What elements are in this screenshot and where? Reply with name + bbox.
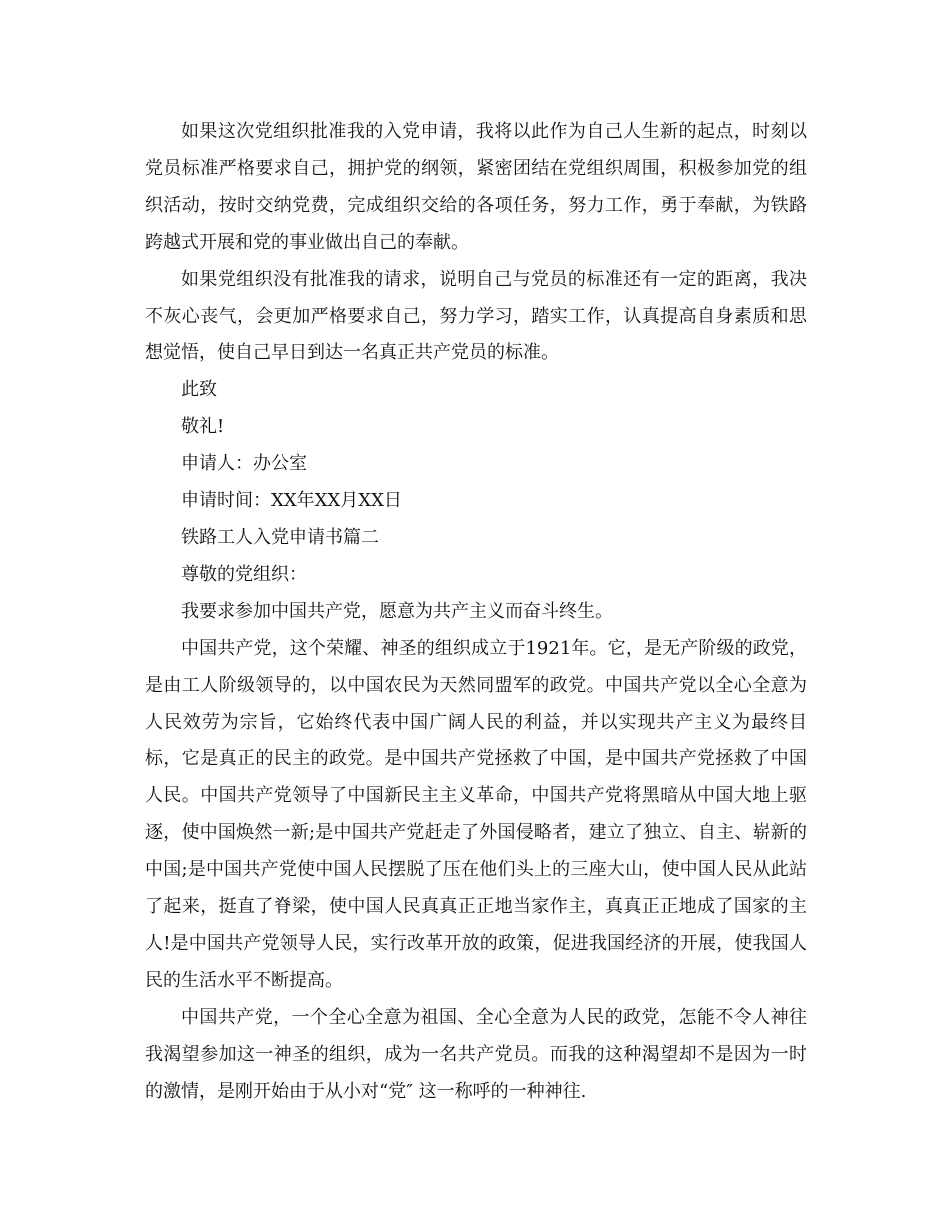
paragraph-party-history: 中国共产党，这个荣耀、神圣的组织成立于1921年。它，是无产阶级的政党，是由工人阶级领导的，以中国农民为天然同盟军的政党。中国共产党以全心全意为人民效劳为宗旨，它始终代表中国广阔人民的利益，并以实现共产主义为最终目标，它是真正的民主的政党。是中国共产党拯救了中国，是中国共产党拯救了中国人民。中国共产党领导了中国新民主主义革命，中国共产党将黑暗从中国大地上驱逐，使中国焕然一新;是中国共产党赶走了外国侵略者，建立了独立、自主、崭新的中国;是中国共产党使中国人民摆脱了压在他们头上的三座大山，使中国人民从此站了起来，挺直了脊梁，使中国人民真真正正地当家作主，真真正正地成了国家的主人!是中国共产党领导人民，实行改革开放的政策，促进我国经济的开展，使我国人民的生活水平不断提高。 — [145, 637, 807, 991]
section-title: 铁路工人入党申请书篇二 — [181, 526, 379, 548]
closing-text: 此致 — [181, 379, 217, 401]
paragraph-rejection: 如果党组织没有批准我的请求，说明自己与党员的标准还有一定的距离，我决不灰心丧气，会更加严格要求自己，努力学习，踏实工作，认真提高自身素质和思想觉悟，使自己早日到达一名真正共产党员的标准。 — [145, 268, 807, 364]
greeting-line: 尊敬的党组织： — [181, 563, 307, 585]
document-body — [145, 114, 807, 1110]
paragraph-approval: 如果这次党组织批准我的入党申请，我将以此作为自己人生新的起点，时刻以党员标准严格要求自己，拥护党的纲领，紧密团结在党组织周围，积极参加党的组织活动，按时交纳党费，完成组织交给的各项任务，努力工作，勇于奉献，为铁路跨越式开展和党的事业做出自己的奉献。 — [145, 121, 807, 253]
date-line: 申请时间：XX年XX月XX日 — [181, 490, 402, 512]
applicant-line: 申请人：办公室 — [181, 453, 307, 475]
intro-line: 我要求参加中国共产党，愿意为共产主义而奋斗终生。 — [181, 600, 613, 622]
paragraph-aspiration: 中国共产党，一个全心全意为祖国、全心全意为人民的政党，怎能不令人神往我渴望参加这一神圣的组织，成为一名共产党员。而我的这种渴望却不是因为一时的激情，是刚开始由于从小对“党″ 这一称呼的一种神往. — [145, 1006, 807, 1102]
salute-text: 敬礼! — [181, 416, 225, 438]
